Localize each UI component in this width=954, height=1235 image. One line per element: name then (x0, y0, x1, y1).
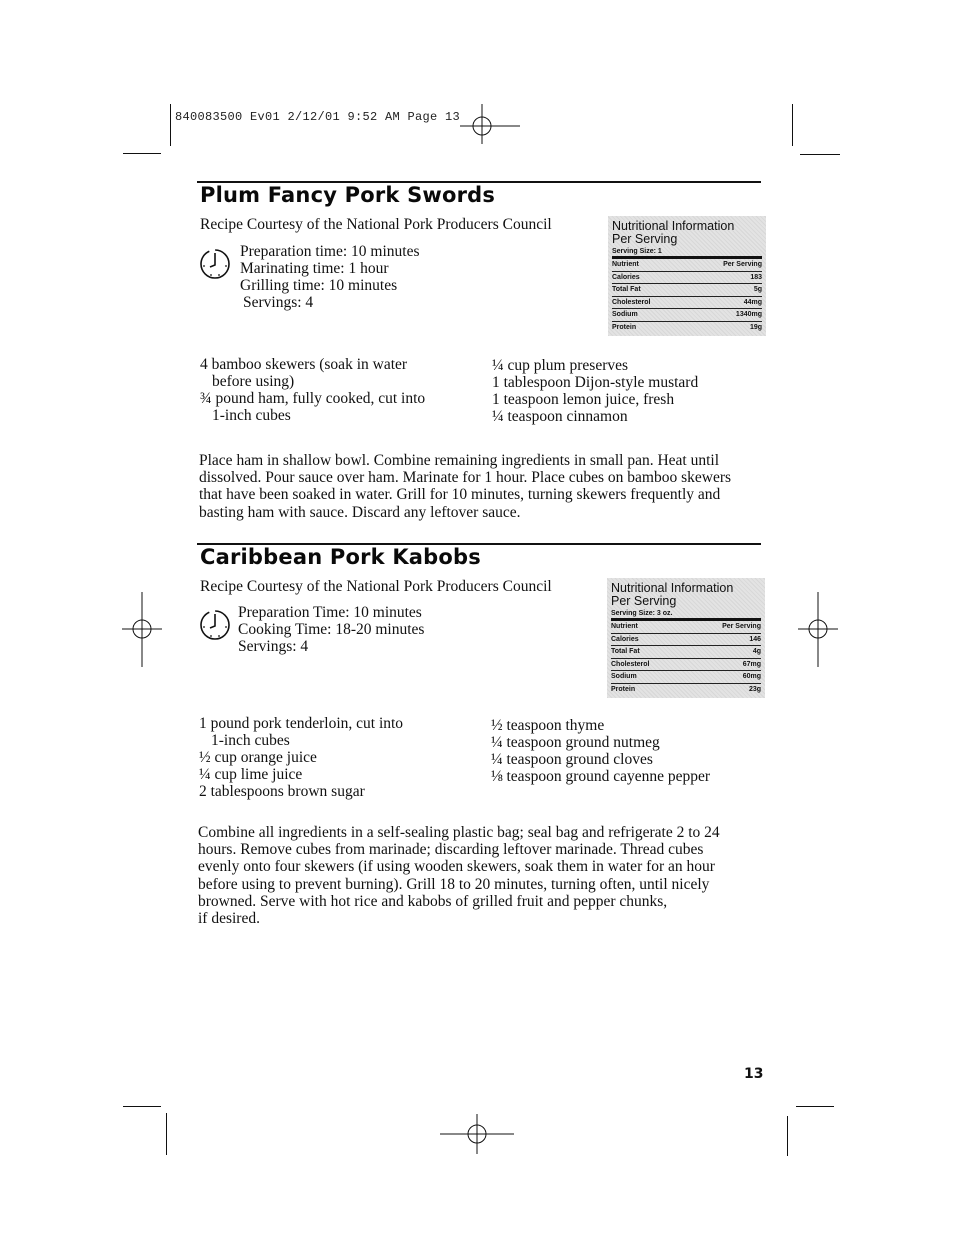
serving-size: Serving Size: 1 (612, 248, 762, 259)
directions-line: evenly onto four skewers (if using wooden skewers, soak them in water for an hour (198, 858, 715, 876)
directions-line: Combine all ingredients in a self-sealing plastic bag; seal bag and refrigerate 2 to 24 (198, 824, 720, 841)
ingredients-left (199, 715, 403, 800)
nutrition-row (612, 322, 762, 334)
cooking-time: Cooking Time: 18-20 minutes (238, 621, 425, 638)
nutrient-value: 1340mg (735, 311, 762, 318)
crop-mark (787, 1116, 788, 1156)
nutrition-row (611, 659, 761, 672)
registration-mark-left (122, 592, 164, 668)
directions-line: browned. Serve with hot rice and kabobs of grilled fruit and pepper chunks, (198, 892, 668, 910)
ingredients-right (491, 717, 710, 785)
registration-mark-bottom (440, 1114, 516, 1156)
nutrient-name: Calories (611, 635, 639, 643)
nutrition-row (611, 684, 761, 696)
directions-line: basting ham with sauce. Discard any leftover sauce. (199, 503, 521, 521)
per-serving-col-label: Per Serving (722, 623, 761, 630)
directions-line: before using to prevent burning). Grill 18 to 20 minutes, turning often, until nicely (198, 875, 710, 893)
ingredient: 2 tablespoons brown sugar (199, 783, 365, 800)
recipe-timing (238, 604, 424, 655)
nutrient-name: Cholesterol (611, 660, 650, 668)
page-number: 13 (744, 1066, 764, 1082)
nutrient-value: 146 (749, 635, 761, 643)
nutrient-name: Cholesterol (612, 298, 651, 306)
ingredient: 4 bamboo skewers (soak in water (200, 356, 408, 373)
print-slug: 840083500 Ev01 2/12/01 9:52 AM Page 13 (175, 110, 461, 124)
nutrition-row (611, 646, 761, 659)
nutrient-name: Protein (611, 685, 636, 693)
ingredient: 1 pound pork tenderloin, cut into (199, 715, 404, 732)
recipe-directions (199, 452, 765, 521)
nutrient-value: 183 (750, 273, 762, 281)
ingredient: ¼ teaspoon ground cloves (491, 751, 653, 768)
prep-time: Preparation time: 10 minutes (240, 243, 420, 260)
crop-mark (123, 153, 161, 154)
ingredients-right (492, 357, 698, 425)
recipe-title: Caribbean Pork Kabobs (200, 545, 481, 569)
nutrient-name: Protein (612, 323, 637, 331)
nutrition-header-row (612, 259, 762, 272)
servings: Servings: 4 (243, 294, 314, 311)
nutrition-subheading: Per Serving (612, 232, 678, 246)
crop-mark (123, 1106, 161, 1107)
ingredient: ¼ teaspoon cinnamon (492, 408, 628, 425)
nutrient-name: Total Fat (611, 648, 640, 655)
crop-mark (800, 154, 840, 155)
serving-size: Serving Size: 3 oz. (611, 610, 761, 621)
ingredient: 1 teaspoon lemon juice, fresh (492, 391, 675, 408)
nutrition-panel (608, 216, 766, 336)
recipe-timing (240, 243, 420, 311)
directions-line: that have been soaked in water. Grill for 10 minutes, turning skewers frequently and (199, 486, 721, 504)
ingredient: ¼ cup lime juice (199, 766, 303, 783)
nutrient-value: 19g (749, 323, 762, 331)
crop-mark (166, 1113, 167, 1155)
directions-line: dissolved. Pour sauce over ham. Marinate for 1 hour. Place cubes on bamboo skewers (199, 469, 732, 487)
registration-mark-right (798, 592, 840, 668)
ingredient: ¾ pound ham, fully cooked, cut into (200, 390, 426, 407)
marinating-time: Marinating time: 1 hour (240, 260, 389, 277)
crop-mark (792, 104, 793, 146)
nutrient-value: 67mg (742, 660, 761, 668)
per-serving-col-label: Per Serving (723, 261, 762, 268)
nutrient-value: 44mg (743, 298, 762, 306)
nutrition-row (612, 284, 762, 297)
ingredient: ⅛ teaspoon ground cayenne pepper (491, 768, 711, 785)
nutrition-row (612, 309, 762, 322)
nutrient-name: Total Fat (612, 286, 641, 293)
ingredient: 1 tablespoon Dijon-style mustard (492, 374, 699, 391)
directions-line: Place ham in shallow bowl. Combine remaining ingredients in small pan. Heat until (199, 452, 720, 469)
clock-icon (198, 606, 232, 642)
prep-time: Preparation Time: 10 minutes (238, 604, 422, 621)
nutrient-value: 60mg (742, 673, 761, 680)
nutrition-row (611, 634, 761, 647)
nutrition-header-row (611, 621, 761, 634)
nutrient-name: Sodium (611, 673, 637, 680)
nutrition-row (612, 297, 762, 310)
ingredient: ½ cup orange juice (199, 749, 317, 766)
recipe-courtesy: Recipe Courtesy of the National Pork Producers Council (200, 578, 552, 595)
crop-mark (796, 1106, 834, 1107)
recipe-courtesy: Recipe Courtesy of the National Pork Producers Council (200, 216, 552, 233)
clock-icon (198, 245, 232, 281)
nutrition-panel (607, 578, 765, 698)
nutrient-col-label: Nutrient (612, 261, 639, 268)
directions-line: hours. Remove cubes from marinade; discarding leftover marinade. Thread cubes (198, 841, 704, 859)
nutrient-value: 4g (752, 648, 761, 655)
nutrition-heading: Nutritional Information (611, 581, 734, 595)
servings: Servings: 4 (238, 638, 309, 655)
nutrient-value: 23g (748, 685, 761, 693)
ingredient: ¼ teaspoon ground nutmeg (491, 734, 660, 751)
nutrient-value: 5g (753, 286, 762, 293)
ingredient: before using) (212, 373, 295, 390)
nutrition-heading: Nutritional Information (612, 219, 735, 233)
ingredient: ½ teaspoon thyme (491, 717, 605, 734)
nutrition-row (612, 272, 762, 285)
nutrition-subheading: Per Serving (611, 594, 677, 608)
ingredient: 1-inch cubes (211, 732, 290, 749)
recipe-directions (198, 824, 764, 927)
recipe-title: Plum Fancy Pork Swords (200, 183, 496, 207)
nutrient-name: Calories (612, 273, 640, 281)
crop-mark (170, 104, 171, 146)
ingredients-left (200, 356, 425, 424)
ingredient: ¼ cup plum preserves (492, 357, 629, 374)
registration-mark-top (460, 104, 522, 146)
nutrient-name: Sodium (612, 311, 638, 318)
directions-line: if desired. (198, 910, 260, 928)
nutrition-row (611, 671, 761, 684)
grilling-time: Grilling time: 10 minutes (240, 277, 398, 294)
ingredient: 1-inch cubes (212, 407, 291, 424)
nutrient-col-label: Nutrient (611, 623, 638, 630)
